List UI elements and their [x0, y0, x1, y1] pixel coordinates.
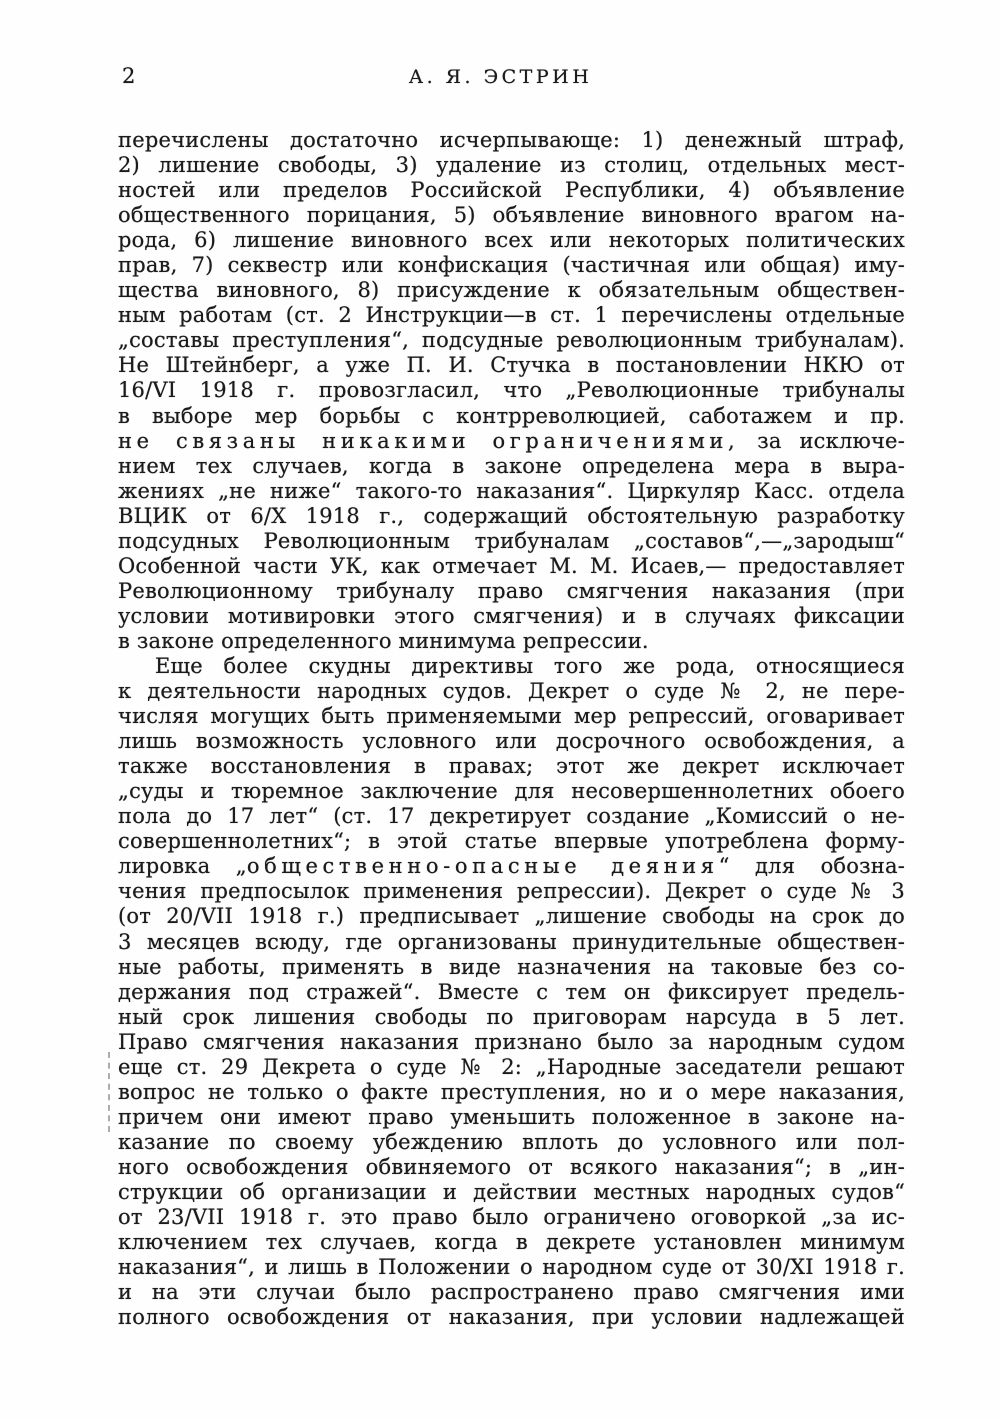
- page-number: 2: [122, 64, 136, 88]
- text-line: [118, 1155, 905, 1180]
- line-text: рода, 6) лишение виновного всех или некоторых политических: [118, 228, 905, 253]
- line-text: за исключе-: [739, 428, 905, 453]
- text-line: [118, 1105, 905, 1130]
- text-line: [118, 404, 905, 429]
- text-line: [118, 729, 905, 754]
- text-line: [118, 804, 905, 829]
- text-line: [118, 554, 905, 579]
- letterspaced-text: общественно-опасные деяния: [246, 854, 719, 879]
- line-text: условии мотивировки этого смягчения) и в случаях фиксации: [118, 603, 905, 628]
- text-line: [118, 754, 905, 779]
- text-line: [118, 1255, 905, 1280]
- text-line: [118, 1305, 905, 1330]
- line-text: в законе определенного минимума репрессии.: [118, 628, 649, 653]
- line-text: и на эти случаи было распространено право смягчения ими: [118, 1280, 905, 1305]
- line-text: ный срок лишения свободы по приговорам нарсуда в 5 лет.: [118, 1004, 905, 1029]
- text-line: [118, 879, 905, 904]
- text-line: [118, 579, 905, 604]
- line-text: также восстановления в правах; этот же декрет исключает: [118, 754, 905, 779]
- line-text: наказания“, и лишь в Положении о народном суде от 30/XI 1918 г.: [118, 1255, 905, 1280]
- text-line: [118, 479, 905, 504]
- text-line: [118, 854, 905, 879]
- line-text: казание по своему убеждению вплоть до условного или пол-: [118, 1129, 905, 1154]
- text-line: [118, 1230, 905, 1255]
- line-text: ВЦИК от 6/X 1918 г., содержащий обстоятельную разработку: [118, 503, 905, 528]
- text-line: [118, 629, 905, 654]
- line-text: от 23/VII 1918 г. это право было ограничено оговоркой „за ис-: [118, 1205, 905, 1230]
- text-line: [118, 203, 905, 228]
- line-text: числяя могущих быть применяемыми мер репрессий, оговаривает: [118, 704, 905, 729]
- line-text: чения предпосылок применения репрессии). Декрет о суде № 3: [118, 879, 905, 904]
- text-line: [118, 278, 905, 303]
- line-text: щества виновного, 8) присуждение к обязательным обществен-: [118, 278, 905, 303]
- line-text: лишь возможность условного или досрочного освобождения, а: [118, 729, 905, 754]
- line-text: „составы преступления“, подсудные революционным трибуналам).: [118, 328, 905, 353]
- text-line: [118, 1005, 905, 1030]
- text-line: [118, 378, 905, 403]
- text-line: [118, 980, 905, 1005]
- line-text: к деятельности народных судов. Декрет о суде № 2, не пере-: [118, 679, 905, 704]
- text-line: [118, 604, 905, 629]
- line-text: ные работы, применять в виде назначения на таковые без со-: [118, 954, 905, 979]
- text-line: [118, 1080, 905, 1105]
- text-line: [118, 1280, 905, 1305]
- text-line: [118, 654, 905, 679]
- line-text: прав, 7) секвестр или конфискация (частичная или общая) иму-: [118, 253, 905, 278]
- text-line: [118, 779, 905, 804]
- line-text: вопрос не только о факте преступления, но и о мере наказания,: [118, 1079, 905, 1104]
- text-line: [118, 178, 905, 203]
- line-text: (от 20/VII 1918 г.) предписывает „лишение свободы на срок до: [118, 904, 905, 929]
- line-text: “ для обозна-: [718, 854, 905, 879]
- line-text: 3 месяцев всюду, где организованы принудительные обществен-: [118, 929, 905, 954]
- letterspaced-text: не связаны никакими ограничениями,: [118, 428, 740, 453]
- line-text: Еще более скудны директивы того же рода, относящиеся: [155, 653, 905, 678]
- line-text: перечислены достаточно исчерпывающе: 1) денежный штраф,: [118, 128, 905, 152]
- text-line: [118, 930, 905, 955]
- text-line: [118, 955, 905, 980]
- line-text: общественного порицания, 5) объявление виновного врагом на-: [118, 203, 905, 228]
- text-line: [118, 1055, 905, 1080]
- text-line: [118, 454, 905, 479]
- line-text: нием тех случаев, когда в законе определена мера в выра-: [118, 453, 905, 478]
- text-line: [118, 704, 905, 729]
- text-line: [118, 353, 905, 378]
- body-text: [118, 128, 905, 1330]
- line-text: лировка „: [118, 854, 247, 879]
- text-line: [118, 128, 905, 153]
- text-line: [118, 153, 905, 178]
- text-line: [118, 829, 905, 854]
- line-text: совершеннолетних“; в этой статье впервые употреблена форму-: [118, 829, 905, 854]
- text-line: [118, 1205, 905, 1230]
- text-line: [118, 529, 905, 554]
- running-head: [118, 64, 905, 90]
- line-text: ным работам (ст. 2 Инструкции—в ст. 1 перечислены отдельные: [118, 303, 905, 328]
- text-line: [118, 303, 905, 328]
- line-text: ключением тех случаев, когда в декрете установлен минимум: [118, 1230, 905, 1255]
- line-text: подсудных Революционным трибуналам „составов“,—„зародыш“: [118, 528, 905, 553]
- line-text: „суды и тюремное заключение для несовершеннолетних обоего: [118, 779, 905, 804]
- line-text: ностей или пределов Российской Республики, 4) объявление: [118, 178, 905, 203]
- text-line: [118, 429, 905, 454]
- text-line: [118, 1180, 905, 1205]
- line-text: ного освобождения обвиняемого от всякого наказания“; в „ин-: [118, 1154, 905, 1179]
- line-text: Революционному трибуналу право смягчения наказания (при: [118, 578, 905, 603]
- line-text: причем они имеют право уменьшить положенное в законе на-: [118, 1104, 905, 1129]
- text-line: [118, 228, 905, 253]
- running-title: А. Я. ЭСТРИН: [408, 66, 593, 88]
- margin-pencil-mark: [108, 1052, 110, 1132]
- line-text: Не Штейнберг, а уже П. И. Стучка в постановлении НКЮ от: [118, 353, 905, 378]
- line-text: держания под стражей“. Вместе с тем он фиксирует предель-: [118, 979, 905, 1004]
- line-text: пола до 17 лет“ (ст. 17 декретирует создание „Комиссий о не-: [118, 804, 905, 829]
- line-text: еще ст. 29 Декрета о суде № 2: „Народные заседатели решают: [118, 1054, 905, 1079]
- text-line: [118, 328, 905, 353]
- text-line: [118, 679, 905, 704]
- text-line: [118, 253, 905, 278]
- line-text: 16/VI 1918 г. провозгласил, что „Революционные трибуналы: [118, 378, 905, 403]
- line-text: жениях „не ниже“ такого-то наказания“. Циркуляр Касс. отдела: [118, 478, 905, 503]
- line-text: 2) лишение свободы, 3) удаление из столиц, отдельных мест-: [118, 153, 905, 178]
- line-text: струкции об организации и действии местных народных судов“: [118, 1179, 905, 1204]
- line-text: Право смягчения наказания признано было за народным судом: [118, 1029, 905, 1054]
- line-text: полного освобождения от наказания, при условии надлежащей: [118, 1305, 905, 1330]
- line-text: в выборе мер борьбы с контрреволюцией, саботажем и пр.: [118, 403, 905, 428]
- line-text: Особенной части УК, как отмечает М. М. Исаев,— предоставляет: [118, 553, 905, 578]
- text-line: [118, 1030, 905, 1055]
- text-line: [118, 504, 905, 529]
- text-line: [118, 904, 905, 929]
- text-line: [118, 1130, 905, 1155]
